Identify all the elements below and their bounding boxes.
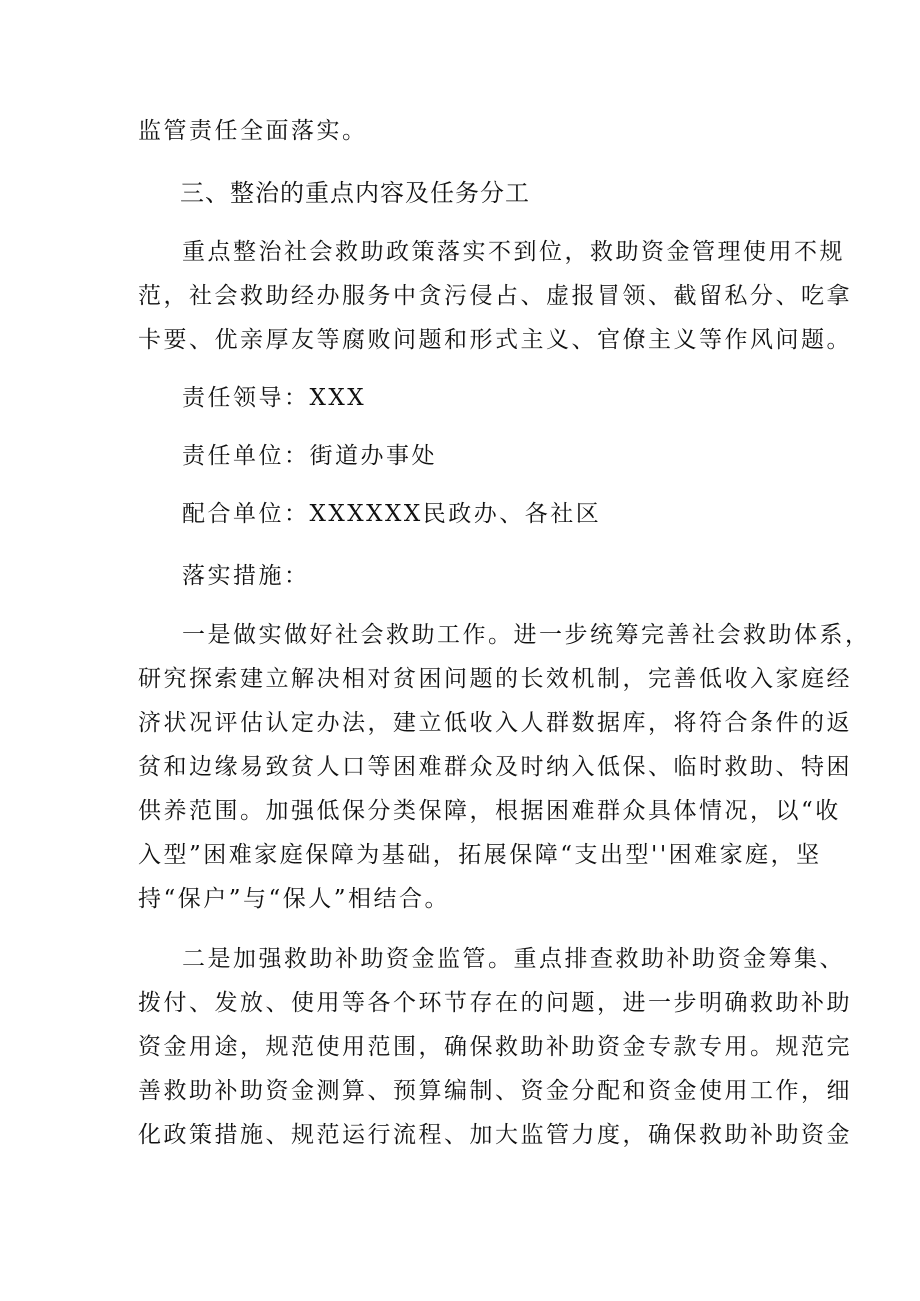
responsible-leader: 责任领导：XXX xyxy=(182,385,367,411)
paragraph-line: 一是做实做好社会救助工作。进一步统筹完善社会救助体系， xyxy=(182,622,871,648)
paragraph-line: 化政策措施、规范运行流程、加大监管力度，确保救助补助资金 xyxy=(138,1122,852,1148)
paragraph-line: 拨付、发放、使用等各个环节存在的问题，进一步明确救助补助 xyxy=(138,990,852,1016)
paragraph-line: 资金用途，规范使用范围，确保救助补助资金专款专用。规范完 xyxy=(138,1034,852,1060)
paragraph-line: 持“保户”与“保人”相结合。 xyxy=(138,886,451,912)
cooperating-unit: 配合单位：XXXXXX民政办、各社区 xyxy=(182,501,602,527)
paragraph-line: 贫和边缘易致贫人口等困难群众及时纳入低保、临时救助、特困 xyxy=(138,754,852,780)
paragraph-line: 重点整治社会救助政策落实不到位，救助资金管理使用不规 xyxy=(182,239,845,265)
paragraph-line: 二是加强救助补助资金监管。重点排查救助补助资金筹集、 xyxy=(182,946,845,972)
paragraph-line: 供养范围。加强低保分类保障，根据困难群众具体情况，以“收 xyxy=(138,798,841,824)
paragraph-line: 范，社会救助经办服务中贪污侵占、虚报冒领、截留私分、吃拿 xyxy=(138,283,852,309)
paragraph-line: 卡要、优亲厚友等腐败问题和形式主义、官僚主义等作风问题。 xyxy=(138,327,852,353)
paragraph-line: 入型”困难家庭保障为基础，拓展保障“支出型''困难家庭，坚 xyxy=(138,842,822,868)
responsible-unit: 责任单位：街道办事处 xyxy=(182,443,437,469)
paragraph-line: 济状况评估认定办法，建立低收入人群数据库，将符合条件的返 xyxy=(138,710,852,736)
paragraph-line: 研究探索建立解决相对贫困问题的长效机制，完善低收入家庭经 xyxy=(138,666,852,692)
intro-tail-line: 监管责任全面落实。 xyxy=(138,118,368,144)
paragraph-line: 善救助补助资金测算、预算编制、资金分配和资金使用工作，细 xyxy=(138,1078,852,1104)
section-heading: 三、整治的重点内容及任务分工 xyxy=(180,179,530,207)
measures-label: 落实措施： xyxy=(182,563,310,589)
